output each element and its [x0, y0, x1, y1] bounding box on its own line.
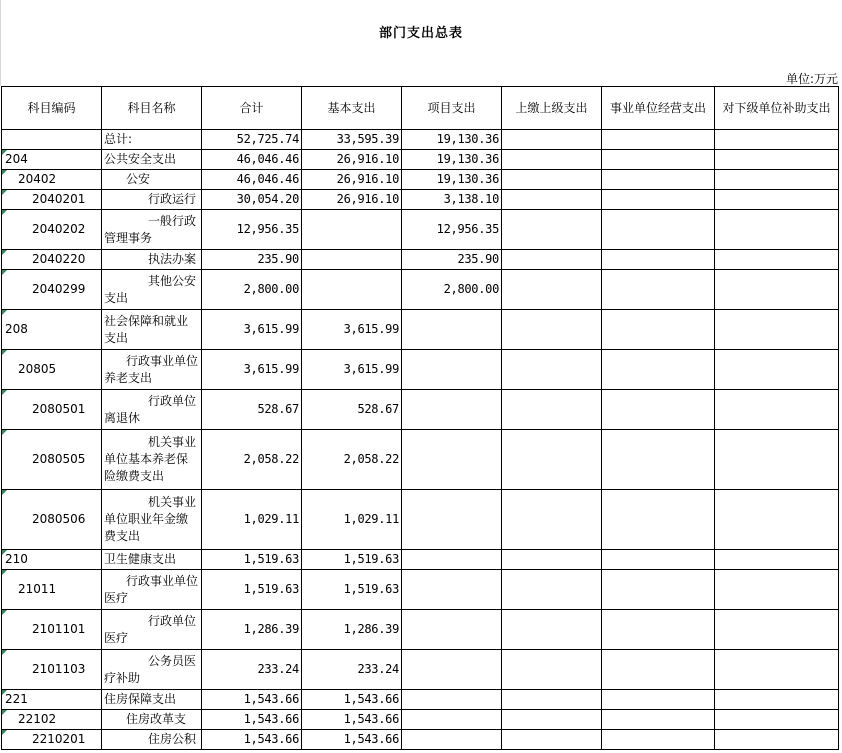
cell-basic[interactable]: 1,519.63: [302, 550, 402, 570]
cell-code[interactable]: 21011: [2, 570, 102, 610]
page-title: 部门支出总表: [378, 26, 463, 41]
cell-basic[interactable]: 1,543.66: [302, 690, 402, 710]
cell-basic[interactable]: [302, 270, 402, 310]
cell-total[interactable]: 528.67: [202, 390, 302, 430]
cell-business[interactable]: [602, 550, 715, 570]
cell-basic[interactable]: 3,615.99: [302, 310, 402, 350]
cell-basic[interactable]: [302, 210, 402, 250]
cell-code[interactable]: 20805: [2, 350, 102, 390]
cell-business[interactable]: [602, 150, 715, 170]
header-upper[interactable]: 上缴上级支出: [502, 87, 602, 130]
table-row: [2, 690, 839, 710]
cell-total[interactable]: 1,029.11: [202, 490, 302, 550]
header-subsidy[interactable]: 对下级单位补助支出: [715, 87, 839, 130]
cell-name[interactable]: 总计:: [102, 130, 202, 150]
cell-subsidy[interactable]: [715, 430, 839, 490]
table-row: [2, 490, 839, 550]
cell-business[interactable]: [602, 490, 715, 550]
header-business[interactable]: 事业单位经营支出: [602, 87, 715, 130]
cell-upper[interactable]: [502, 650, 602, 690]
cell-subsidy[interactable]: [715, 730, 839, 750]
header-basic[interactable]: 基本支出: [302, 87, 402, 130]
cell-code[interactable]: 2080501: [2, 390, 102, 430]
cell-upper[interactable]: [502, 190, 602, 210]
table-row: [2, 170, 839, 190]
cell-name[interactable]: 社会保障和就业支出: [102, 310, 202, 350]
cell-code[interactable]: 2040299: [2, 270, 102, 310]
cell-code[interactable]: 221: [2, 690, 102, 710]
cell-basic[interactable]: 233.24: [302, 650, 402, 690]
cell-project[interactable]: [402, 730, 502, 750]
cell-basic[interactable]: 26,916.10: [302, 170, 402, 190]
cell-name[interactable]: 机关事业单位职业年金缴费支出: [102, 490, 202, 550]
cell-upper[interactable]: [502, 690, 602, 710]
cell-business[interactable]: [602, 610, 715, 650]
header-code[interactable]: 科目编码: [2, 87, 102, 130]
cell-business[interactable]: [602, 170, 715, 190]
cell-total[interactable]: 46,046.46: [202, 170, 302, 190]
cell-total[interactable]: 233.24: [202, 650, 302, 690]
cell-code[interactable]: 2101101: [2, 610, 102, 650]
cell-code[interactable]: 2101103: [2, 650, 102, 690]
cell-project[interactable]: [402, 710, 502, 730]
cell-project[interactable]: [402, 650, 502, 690]
header-total[interactable]: 合计: [202, 87, 302, 130]
cell-business[interactable]: [602, 570, 715, 610]
cell-subsidy[interactable]: [715, 570, 839, 610]
cell-basic[interactable]: 3,615.99: [302, 350, 402, 390]
cell-subsidy[interactable]: [715, 710, 839, 730]
cell-upper[interactable]: [502, 150, 602, 170]
cell-total[interactable]: 12,956.35: [202, 210, 302, 250]
cell-project[interactable]: [402, 310, 502, 350]
cell-subsidy[interactable]: [715, 390, 839, 430]
cell-upper[interactable]: [502, 130, 602, 150]
cell-subsidy[interactable]: [715, 170, 839, 190]
cell-upper[interactable]: [502, 310, 602, 350]
cell-project[interactable]: [402, 550, 502, 570]
cell-code[interactable]: 2040202: [2, 210, 102, 250]
cell-subsidy[interactable]: [715, 310, 839, 350]
cell-subsidy[interactable]: [715, 650, 839, 690]
cell-upper[interactable]: [502, 430, 602, 490]
cell-upper[interactable]: [502, 270, 602, 310]
cell-subsidy[interactable]: [715, 190, 839, 210]
unit-label: 单位:万元: [785, 72, 838, 86]
cell-name[interactable]: 机关事业单位基本养老保险缴费支出: [102, 430, 202, 490]
cell-name[interactable]: 行政运行: [102, 190, 202, 210]
cell-name[interactable]: 行政事业单位医疗: [102, 570, 202, 610]
table-row: [2, 250, 839, 270]
cell-upper[interactable]: [502, 490, 602, 550]
table-row: [2, 610, 839, 650]
cell-subsidy[interactable]: [715, 270, 839, 310]
table-row: [2, 710, 839, 730]
cell-total[interactable]: 2,800.00: [202, 270, 302, 310]
cell-basic[interactable]: 528.67: [302, 390, 402, 430]
cell-name[interactable]: 行政事业单位养老支出: [102, 350, 202, 390]
cell-upper[interactable]: [502, 610, 602, 650]
cell-code[interactable]: 2040220: [2, 250, 102, 270]
header-row: [2, 87, 839, 130]
table-row: [2, 730, 839, 750]
cell-total[interactable]: 52,725.74: [202, 130, 302, 150]
cell-code[interactable]: 208: [2, 310, 102, 350]
cell-code[interactable]: 2210201: [2, 730, 102, 750]
cell-project[interactable]: [402, 390, 502, 430]
cell-name[interactable]: 公安: [102, 170, 202, 190]
cell-code[interactable]: 2080506: [2, 490, 102, 550]
cell-subsidy[interactable]: [715, 690, 839, 710]
cell-total[interactable]: 1,519.63: [202, 570, 302, 610]
table-row: [2, 210, 839, 250]
cell-basic[interactable]: 1,519.63: [302, 570, 402, 610]
cell-upper[interactable]: [502, 710, 602, 730]
header-name[interactable]: 科目名称: [102, 87, 202, 130]
cell-basic[interactable]: 26,916.10: [302, 190, 402, 210]
table-row: [2, 270, 839, 310]
cell-total[interactable]: 1,543.66: [202, 690, 302, 710]
cell-subsidy[interactable]: [715, 150, 839, 170]
header-project[interactable]: 项目支出: [402, 87, 502, 130]
cell-business[interactable]: [602, 390, 715, 430]
cell-total[interactable]: 2,058.22: [202, 430, 302, 490]
cell-code[interactable]: 2040201: [2, 190, 102, 210]
cell-basic[interactable]: 26,916.10: [302, 150, 402, 170]
cell-project[interactable]: 3,138.10: [402, 190, 502, 210]
cell-business[interactable]: [602, 270, 715, 310]
cell-project[interactable]: 19,130.36: [402, 130, 502, 150]
cell-subsidy[interactable]: [715, 130, 839, 150]
table-row: [2, 550, 839, 570]
cell-total[interactable]: 1,543.66: [202, 710, 302, 730]
cell-basic[interactable]: 1,543.66: [302, 710, 402, 730]
cell-name[interactable]: 行政单位离退休: [102, 390, 202, 430]
cell-name[interactable]: 执法办案: [102, 250, 202, 270]
cell-code[interactable]: [2, 130, 102, 150]
cell-name[interactable]: 一般行政管理事务: [102, 210, 202, 250]
left-border: [0, 0, 1, 86]
cell-total[interactable]: 46,046.46: [202, 150, 302, 170]
cell-code[interactable]: 22102: [2, 710, 102, 730]
cell-subsidy[interactable]: [715, 350, 839, 390]
cell-total[interactable]: 1,543.66: [202, 730, 302, 750]
cell-name[interactable]: 住房改革支: [102, 710, 202, 730]
cell-business[interactable]: [602, 190, 715, 210]
cell-upper[interactable]: [502, 730, 602, 750]
cell-business[interactable]: [602, 210, 715, 250]
cell-project[interactable]: 19,130.36: [402, 170, 502, 190]
cell-name[interactable]: 公共安全支出: [102, 150, 202, 170]
table-row: [2, 430, 839, 490]
table-row: [2, 310, 839, 350]
cell-code[interactable]: 210: [2, 550, 102, 570]
cell-subsidy[interactable]: [715, 610, 839, 650]
cell-total[interactable]: 235.90: [202, 250, 302, 270]
cell-total[interactable]: 3,615.99: [202, 310, 302, 350]
cell-name[interactable]: 其他公安支出: [102, 270, 202, 310]
cell-subsidy[interactable]: [715, 490, 839, 550]
cell-name[interactable]: 卫生健康支出: [102, 550, 202, 570]
cell-business[interactable]: [602, 710, 715, 730]
cell-basic[interactable]: 2,058.22: [302, 430, 402, 490]
cell-code[interactable]: 2080505: [2, 430, 102, 490]
cell-upper[interactable]: [502, 210, 602, 250]
cell-subsidy[interactable]: [715, 250, 839, 270]
cell-business[interactable]: [602, 130, 715, 150]
table-row: [2, 150, 839, 170]
cell-total[interactable]: 1,519.63: [202, 550, 302, 570]
cell-code[interactable]: 204: [2, 150, 102, 170]
cell-project[interactable]: 19,130.36: [402, 150, 502, 170]
cell-business[interactable]: [602, 310, 715, 350]
cell-name[interactable]: 住房保障支出: [102, 690, 202, 710]
cell-upper[interactable]: [502, 350, 602, 390]
cell-project[interactable]: [402, 570, 502, 610]
expenditure-table: [1, 86, 839, 750]
table-body: [2, 130, 839, 750]
cell-business[interactable]: [602, 350, 715, 390]
cell-code[interactable]: 20402: [2, 170, 102, 190]
cell-subsidy[interactable]: [715, 550, 839, 570]
cell-upper[interactable]: [502, 170, 602, 190]
cell-project[interactable]: [402, 350, 502, 390]
table-row: [2, 390, 839, 430]
cell-business[interactable]: [602, 650, 715, 690]
table-row: [2, 190, 839, 210]
table-row: [2, 130, 839, 150]
cell-basic[interactable]: 1,029.11: [302, 490, 402, 550]
cell-project[interactable]: [402, 490, 502, 550]
cell-total[interactable]: 1,286.39: [202, 610, 302, 650]
cell-basic[interactable]: [302, 250, 402, 270]
cell-business[interactable]: [602, 430, 715, 490]
cell-project[interactable]: 12,956.35: [402, 210, 502, 250]
table-row: [2, 350, 839, 390]
cell-business[interactable]: [602, 730, 715, 750]
cell-project[interactable]: [402, 430, 502, 490]
cell-upper[interactable]: [502, 250, 602, 270]
cell-upper[interactable]: [502, 390, 602, 430]
cell-project[interactable]: 235.90: [402, 250, 502, 270]
cell-upper[interactable]: [502, 570, 602, 610]
cell-project[interactable]: [402, 610, 502, 650]
cell-total[interactable]: 30,054.20: [202, 190, 302, 210]
cell-project[interactable]: [402, 690, 502, 710]
cell-basic[interactable]: 33,595.39: [302, 130, 402, 150]
cell-subsidy[interactable]: [715, 210, 839, 250]
cell-business[interactable]: [602, 250, 715, 270]
cell-project[interactable]: 2,800.00: [402, 270, 502, 310]
cell-name[interactable]: 行政单位医疗: [102, 610, 202, 650]
cell-name[interactable]: 公务员医疗补助: [102, 650, 202, 690]
cell-upper[interactable]: [502, 550, 602, 570]
cell-basic[interactable]: 1,543.66: [302, 730, 402, 750]
table-row: [2, 570, 839, 610]
cell-basic[interactable]: 1,286.39: [302, 610, 402, 650]
table-row: [2, 650, 839, 690]
cell-business[interactable]: [602, 690, 715, 710]
cell-name[interactable]: 住房公积: [102, 730, 202, 750]
cell-total[interactable]: 3,615.99: [202, 350, 302, 390]
